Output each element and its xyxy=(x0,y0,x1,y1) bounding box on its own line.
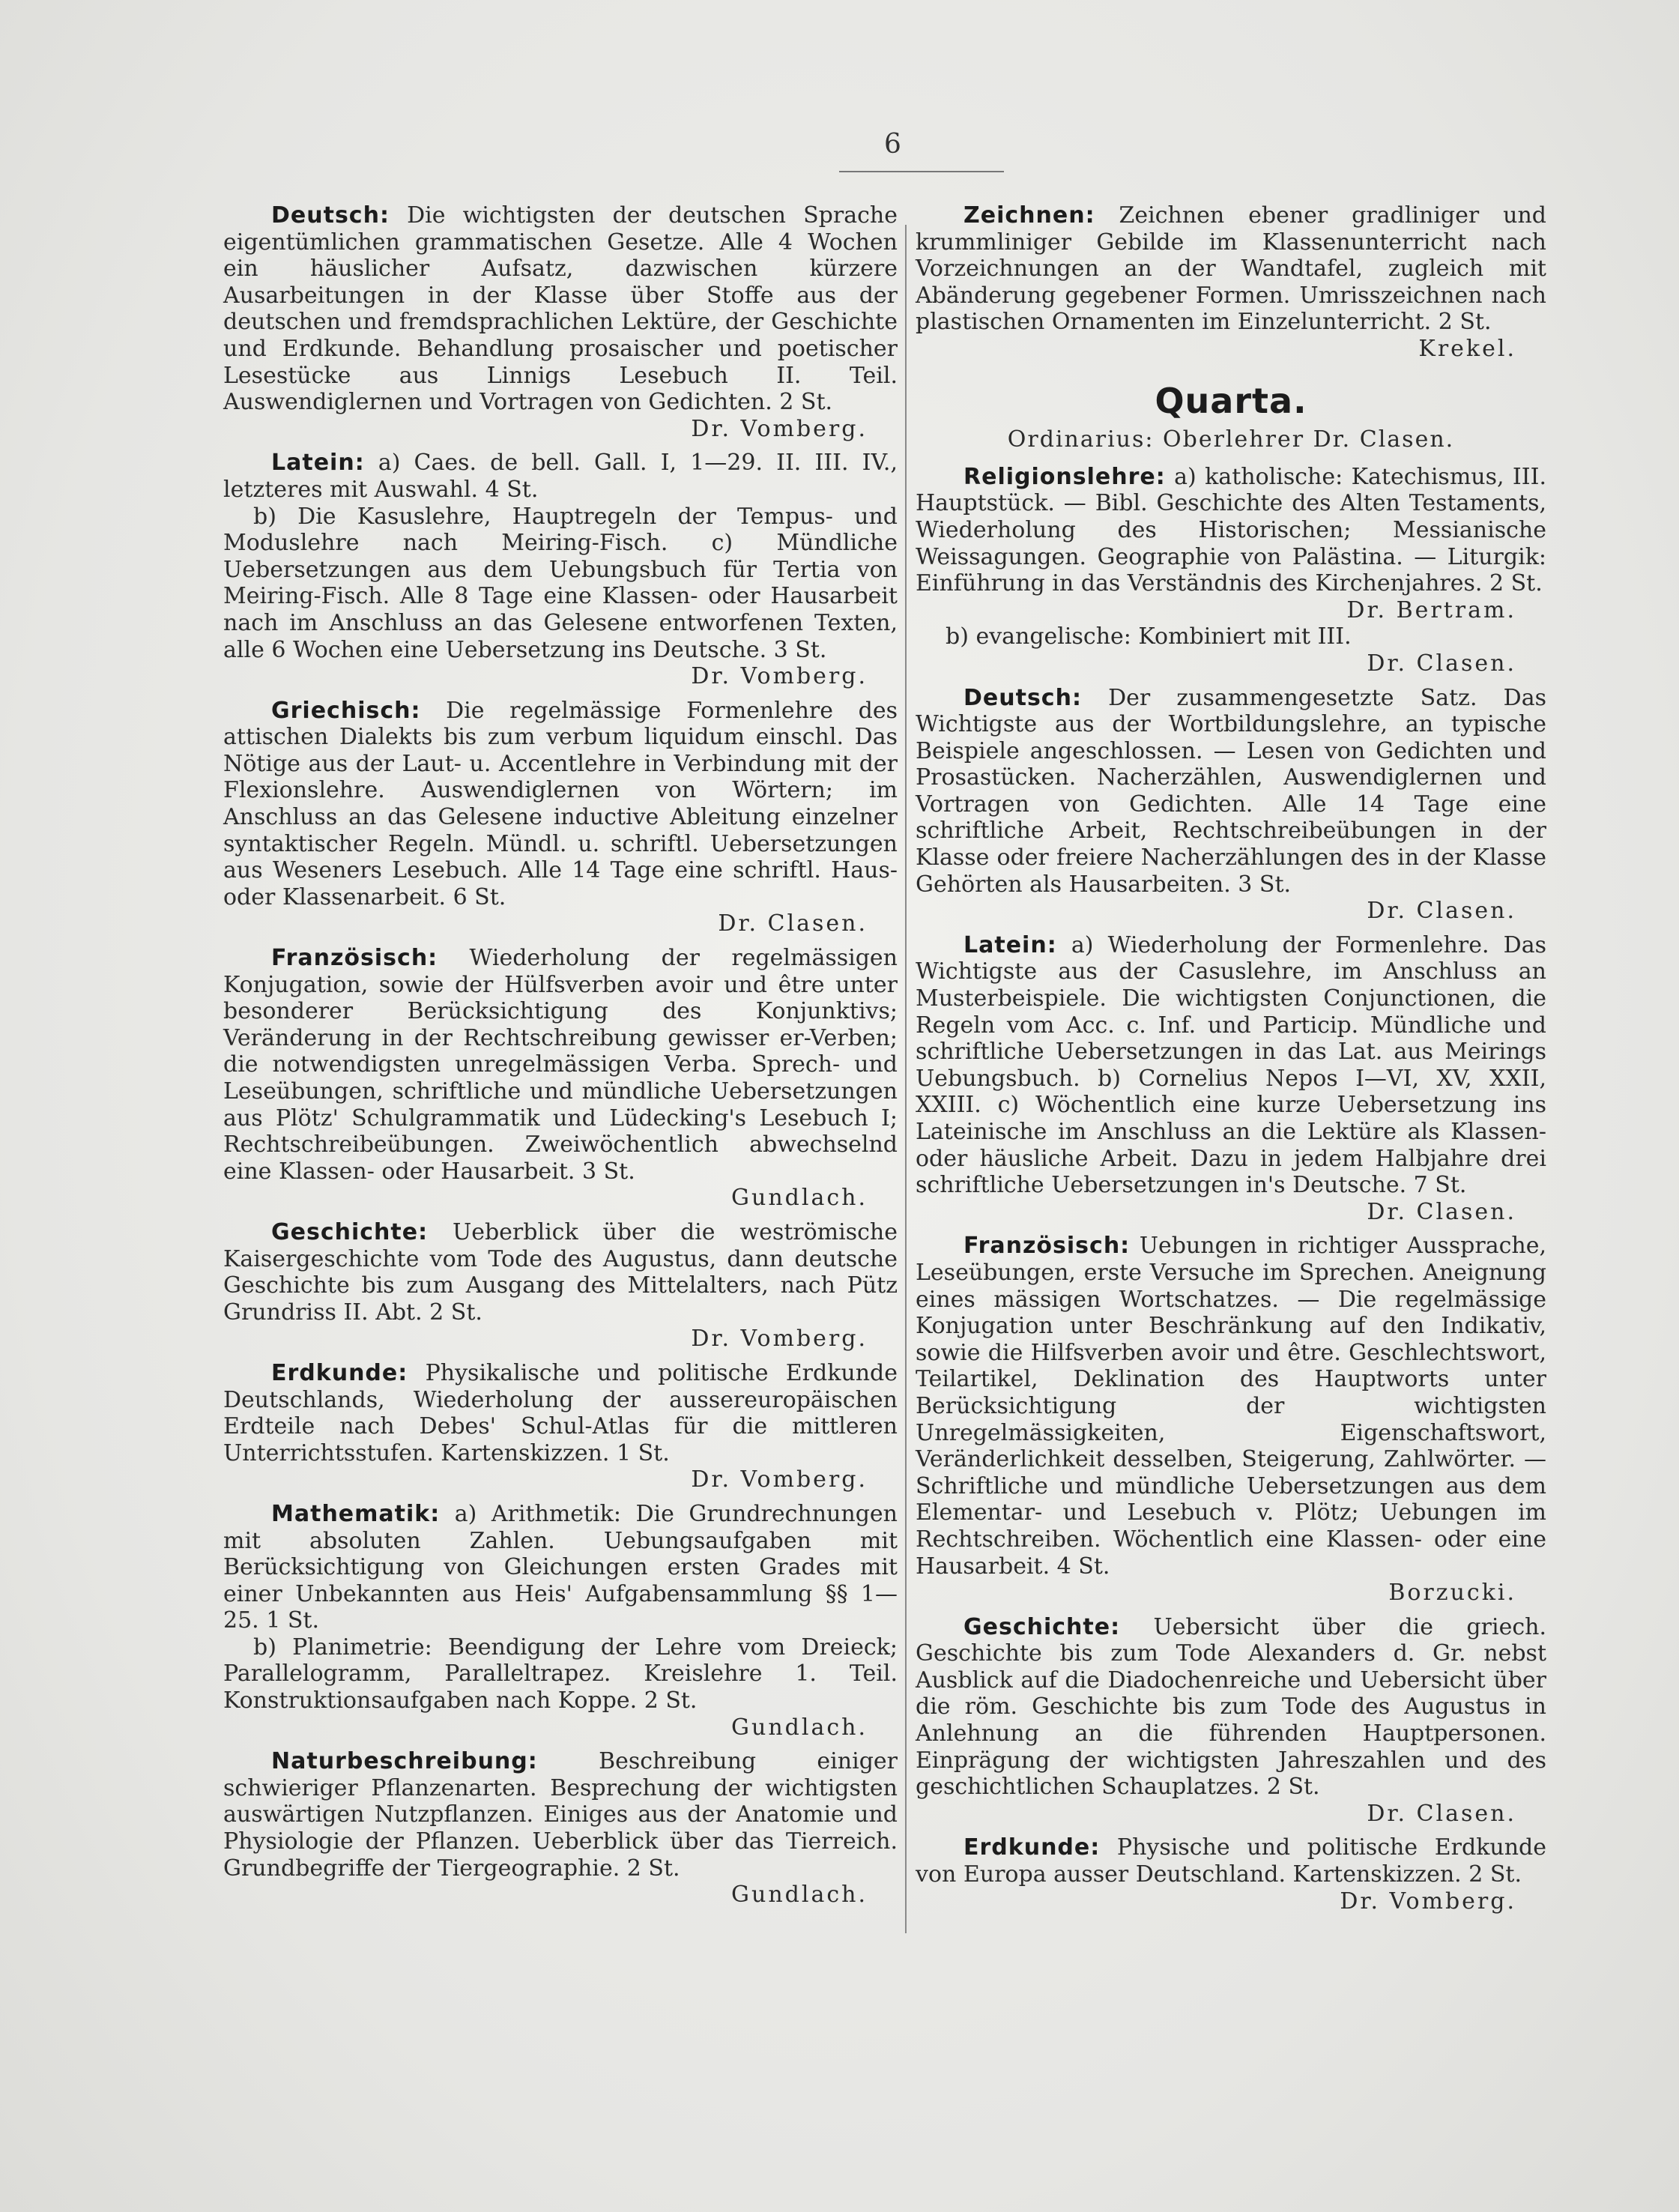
ordinarius-line: Ordinarius: Oberlehrer Dr. Clasen. xyxy=(1007,426,1455,453)
section-body: Uebersicht über die griech. Geschichte bis zum Tode Alexanders d. Gr. nebst Ausblick auf die Diadochenreiche und Uebersicht über die röm. Geschichte bis zum Tode des Augustus in Anlehnung an die führenden Hauptpersonen. Einprägung der wichtigsten Jahreszahlen und des geschichtlichen Schauplatzes. 2 St. xyxy=(916,1613,1546,1801)
section-body: Physische und politische Erdkunde von Europa ausser Deutschland. Kartenskizzen. 2 St. xyxy=(916,1834,1546,1888)
section-body: Der zusammengesetzte Satz. Das Wichtigste aus der Wortbildungslehre, an typische Beispiele angeschlossen. — Lesen von Gedichten und Prosastücken. Nacherzählen, Auswendiglernen und Vortragen von Gedichten. Alle 14 Tage eine schriftliche Arbeit, Rechtschreibeübungen in der Klasse oder freiere Nacherzählungen des in der Klasse Gehörten als Hausarbeiten. 3 St. xyxy=(916,684,1546,898)
section-zeichnen xyxy=(916,202,1546,363)
subject-heading: Deutsch: xyxy=(963,684,1082,711)
column-divider xyxy=(905,225,907,1933)
teacher-name: Dr. Vomberg. xyxy=(691,663,868,690)
subject-heading: Religionslehre: xyxy=(963,463,1166,490)
section-body: Zeichnen ebener gradliniger und krummliniger Gebilde im Klassenunterricht nach Vorzeichnungen an der Wandtafel, zugleich mit Abänderung gegebener Formen. Umrisszeichnen nach plastischen Ornamenten im Einzelunterricht. 2 St. xyxy=(916,202,1546,336)
section-body: Wiederholung der regelmässigen Konjugation, sowie der Hülfsverben avoir und être unter besonderer Berücksichtigung des Konjunktivs; Veränderung in der Rechtschreibung gewisser er-Verben; die notwendigsten unregelmässigen Verba. Sprech- und Leseübungen, schriftliche und mündliche Uebersetzungen aus Plötz' Schulgrammatik und Lüdecking's Lesebuch I; Rechtschreibeübungen. Zweiwöchentlich abwechselnd eine Klassen- oder Hausarbeit. 3 St. xyxy=(223,945,898,1185)
subject-heading: Geschichte: xyxy=(271,1218,429,1245)
page-number-rule xyxy=(839,171,1004,172)
section-body-b: b) evangelische: Kombiniert mit III. xyxy=(946,623,1352,650)
section-body: a) katholische: Katechismus, III. Hauptstück. — Bibl. Geschichte des Alten Testaments, Wiederholung des Historischen; Messianische Weissagungen. Geographie von Palästina. — Liturgik: Einführung in das Verständnis des Kirchenjahres. 2 St. xyxy=(916,463,1546,597)
teacher-name: Dr. Vomberg. xyxy=(691,1466,868,1493)
class-title: Quarta. xyxy=(1155,380,1307,421)
section-geschichte-quarta xyxy=(916,1614,1546,1828)
teacher-name: Krekel. xyxy=(1418,335,1516,362)
page-number: 6 xyxy=(884,129,901,160)
teacher-name: Dr. Clasen. xyxy=(1367,1800,1516,1827)
teacher-name: Dr. Vomberg. xyxy=(691,415,868,442)
teacher-name: Dr. Vomberg. xyxy=(691,1326,868,1353)
teacher-name: Gundlach. xyxy=(731,1882,868,1909)
section-body: a) Caes. de bell. Gall. I, 1—29. II. III. IV., letzteres mit Auswahl. 4 St. xyxy=(223,450,898,503)
section-franzoesisch-quarta xyxy=(916,1233,1546,1606)
section-naturbeschreibung xyxy=(223,1748,898,1909)
left-column xyxy=(223,202,898,1916)
teacher-name: Borzucki. xyxy=(1388,1580,1516,1607)
section-body: Physikalische und politische Erdkunde Deutschlands, Wiederholung der aussereuropäischen Erdteile nach Debes' Schul-Atlas für die mittleren Unterrichtsstufen. Kartenskizzen. 1 St. xyxy=(223,1359,898,1466)
section-erdkunde xyxy=(223,1360,898,1493)
subject-heading: Französisch: xyxy=(271,945,438,972)
subject-heading: Zeichnen: xyxy=(963,202,1095,229)
section-body: a) Wiederholung der Formenlehre. Das Wichtigste aus der Casuslehre, im Anschluss an Musterbeispiele. Die wichtigsten Conjunctionen, die Regeln vom Acc. c. Inf. und Particip. Mündliche und schriftliche Uebersetzungen in das Lat. aus Meirings Uebungsbuch. b) Cornelius Nepos I—VI, XV, XXII, XXIII. c) Wöchentlich eine kurze Uebersetzung ins Lateinische im Anschluss an die Lektüre als Klassen- oder häusliche Arbeit. Dazu in jedem Halbjahre drei schriftliche Uebersetzungen in's Deutsche. 7 St. xyxy=(916,931,1546,1199)
subject-heading: Mathematik: xyxy=(271,1500,441,1527)
teacher-name: Dr. Clasen. xyxy=(1367,898,1516,925)
section-religionslehre xyxy=(916,464,1546,677)
section-body-b: b) Planimetrie: Beendigung der Lehre vom Dreieck; Parallelogramm, Paralleltrapez. Kreislehre 1. Teil. Konstruktionsaufgaben nach Koppe. 2 St. xyxy=(223,1634,898,1714)
section-griechisch xyxy=(223,698,898,937)
section-deutsch-quarta xyxy=(916,685,1546,925)
teacher-name: Dr. Bertram. xyxy=(1346,596,1516,623)
right-column xyxy=(916,202,1546,1922)
section-body: Uebungen in richtiger Aussprache, Leseübungen, erste Versuche im Sprechen. Aneignung eines mässigen Wortschatzes. — Die regelmässige Konjugation unter Beschränkung auf den Indikativ, sowie die Hilfsverben avoir und être. Geschlechtswort, Teilartikel, Deklination des Hauptworts unter Berücksichtigung der wichtigsten Unregelmässigkeiten, Eigenschaftswort, Veränderlichkeit desselben, Steigerung, Zahlwörter. — Schriftliche und mündliche Uebersetzungen aus dem Elementar- und Lesebuch v. Plötz; Uebungen im Rechtschreiben. Wöchentlich eine Klassen- oder eine Hausarbeit. 4 St. xyxy=(916,1233,1546,1580)
teacher-name: Dr. Clasen. xyxy=(718,910,868,937)
section-deutsch xyxy=(223,202,898,442)
section-franzoesisch xyxy=(223,945,898,1212)
section-latein xyxy=(223,450,898,689)
subject-heading: Erdkunde: xyxy=(271,1359,408,1386)
teacher-name: Gundlach. xyxy=(731,1714,868,1741)
subject-heading: Latein: xyxy=(271,450,365,477)
subject-heading: Latein: xyxy=(963,931,1057,958)
subject-heading: Geschichte: xyxy=(963,1613,1121,1640)
teacher-name-2: Dr. Clasen. xyxy=(1367,650,1516,677)
section-body-b: b) Die Kasuslehre, Hauptregeln der Tempus- und Moduslehre nach Meiring-Fisch. c) Mündliche Uebersetzungen aus dem Uebungsbuch für Tertia von Meiring-Fisch. Alle 8 Tage eine Klassen- oder Hausarbeit nach im Anschluss an das Gelesene entworfenen Texten, alle 6 Wochen eine Uebersetzung ins Deutsche. 3 St. xyxy=(223,503,898,663)
subject-heading: Deutsch: xyxy=(271,202,390,229)
section-body: Ueberblick über die weströmische Kaisergeschichte vom Tode des Augustus, dann deutsche Geschichte bis zum Ausgang des Mittelalters, nach Pütz Grundriss II. Abt. 2 St. xyxy=(223,1218,898,1326)
section-body: Beschreibung einiger schwieriger Pflanzenarten. Besprechung der wichtigsten auswärtigen Nutzpflanzen. Einiges aus der Anatomie und Physiologie der Pflanzen. Ueberblick über das Tierreich. Grundbegriffe der Tiergeographie. 2 St. xyxy=(223,1748,898,1882)
teacher-name: Dr. Clasen. xyxy=(1367,1198,1516,1225)
subject-heading: Naturbeschreibung: xyxy=(271,1748,538,1775)
teacher-name: Dr. Vomberg. xyxy=(1340,1888,1516,1915)
section-erdkunde-quarta xyxy=(916,1834,1546,1915)
section-body: Die regelmässige Formenlehre des attischen Dialekts bis zum verbum liquidum einschl. Das Nötige aus der Laut- u. Accentlehre in Verbindung mit der Flexionslehre. Auswendiglernen von Wörtern; im Anschluss an das Gelesene inductive Ableitung einzelner syntaktischer Regeln. Mündl. u. schriftl. Uebersetzungen aus Weseners Lesebuch. Alle 14 Tage eine schriftl. Haus- oder Klassenarbeit. 6 St. xyxy=(223,697,898,910)
subject-heading: Erdkunde: xyxy=(963,1834,1101,1861)
section-mathematik xyxy=(223,1501,898,1741)
teacher-name: Gundlach. xyxy=(731,1185,868,1212)
section-latein-quarta xyxy=(916,932,1546,1226)
subject-heading: Französisch: xyxy=(963,1233,1131,1260)
subject-heading: Griechisch: xyxy=(271,697,421,724)
section-geschichte xyxy=(223,1219,898,1353)
section-body: a) Arithmetik: Die Grundrechnungen mit absoluten Zahlen. Uebungsaufgaben mit Berücksichtigung von Gleichungen ersten Grades mit einer Unbekannten aus Heis' Aufgabensammlung §§ 1—25. 1 St. xyxy=(223,1500,898,1634)
section-body: Die wichtigsten der deutschen Sprache eigentümlichen grammatischen Gesetze. Alle 4 Wochen ein häuslicher Aufsatz, dazwischen kürzere Ausarbeitungen in der Klasse über Stoffe aus der deutschen und fremdsprachlichen Lektüre, der Geschichte und Erdkunde. Behandlung prosaischer und poetischer Lesestücke aus Linnigs Lesebuch II. Teil. Auswendiglernen und Vortragen von Gedichten. 2 St. xyxy=(223,202,898,416)
